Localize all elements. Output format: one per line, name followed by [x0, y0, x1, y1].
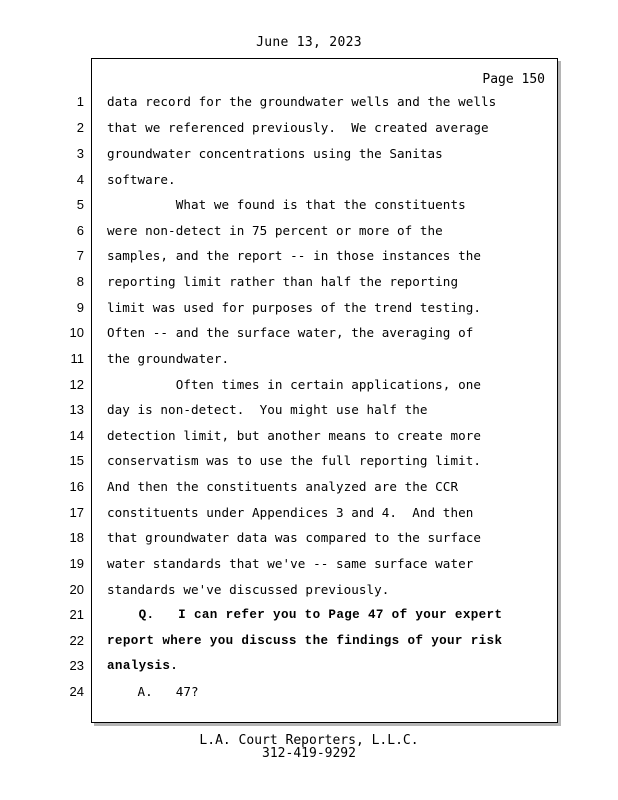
line-number: 2 — [76, 120, 84, 135]
transcript-line-question — [0, 631, 618, 651]
line-number: 14 — [69, 428, 84, 443]
line-text: the groundwater. — [107, 351, 230, 366]
header-date: June 13, 2023 — [256, 35, 362, 50]
line-number: 1 — [76, 94, 84, 109]
line-text: Often -- and the surface water, the averaging of — [107, 325, 474, 340]
transcript-line — [0, 170, 618, 190]
footer-company: L.A. Court Reporters, L.L.C. — [199, 733, 419, 748]
line-number: 5 — [76, 197, 84, 212]
transcript-line — [0, 375, 618, 395]
transcript-line — [0, 451, 618, 471]
line-text: detection limit, but another means to create more — [107, 428, 481, 443]
transcript-line — [0, 528, 618, 548]
line-number: 6 — [76, 223, 84, 238]
line-text: What we found is that the constituents — [107, 197, 466, 212]
line-text: Q. I can refer you to Page 47 of your expert — [107, 608, 503, 622]
transcript-line — [0, 118, 618, 138]
line-text: samples, and the report -- in those instances the — [107, 248, 481, 263]
line-number: 10 — [69, 325, 84, 340]
line-text: standards we've discussed previously. — [107, 582, 390, 597]
transcript-line — [0, 426, 618, 446]
line-text: report where you discuss the findings of your risk — [107, 634, 503, 648]
line-text: water standards that we've -- same surface water — [107, 556, 474, 571]
line-number: 12 — [69, 377, 84, 392]
line-text: analysis. — [107, 659, 179, 673]
line-number: 23 — [69, 658, 84, 673]
transcript-line — [0, 400, 618, 420]
line-number: 19 — [69, 556, 84, 571]
transcript-line — [0, 144, 618, 164]
line-number: 20 — [69, 582, 84, 597]
line-number: 4 — [76, 172, 84, 187]
transcript-line — [0, 503, 618, 523]
line-number: 7 — [76, 248, 84, 263]
transcript-line — [0, 323, 618, 343]
transcript-line-answer — [0, 682, 618, 702]
transcript-line — [0, 298, 618, 318]
page-number: Page 150 — [482, 72, 545, 87]
line-text: Often times in certain applications, one — [107, 377, 481, 392]
line-text: day is non-detect. You might use half the — [107, 402, 428, 417]
line-number: 13 — [69, 402, 84, 417]
transcript-line — [0, 272, 618, 292]
line-text: groundwater concentrations using the Sanitas — [107, 146, 443, 161]
line-text: limit was used for purposes of the trend testing. — [107, 300, 481, 315]
line-text: constituents under Appendices 3 and 4. And then — [107, 505, 474, 520]
line-number: 24 — [69, 684, 84, 699]
line-text: data record for the groundwater wells and the wells — [107, 94, 497, 109]
line-number: 8 — [76, 274, 84, 289]
transcript-line — [0, 195, 618, 215]
line-number: 16 — [69, 479, 84, 494]
transcript-line — [0, 221, 618, 241]
transcript-line — [0, 580, 618, 600]
transcript-line — [0, 246, 618, 266]
line-text: software. — [107, 172, 176, 187]
transcript-line — [0, 349, 618, 369]
transcript-line — [0, 554, 618, 574]
line-number: 3 — [76, 146, 84, 161]
line-number: 11 — [70, 351, 84, 366]
transcript-line — [0, 92, 618, 112]
line-number: 21 — [69, 607, 84, 622]
line-number: 15 — [69, 453, 84, 468]
transcript-line-question — [0, 605, 618, 625]
line-text: that groundwater data was compared to the surface — [107, 530, 481, 545]
transcript-line — [0, 477, 618, 497]
line-text: A. 47? — [107, 684, 199, 699]
line-text: that we referenced previously. We created average — [107, 120, 489, 135]
line-number: 9 — [76, 300, 84, 315]
line-text: conservatism was to use the full reporting limit. — [107, 453, 481, 468]
line-text: were non-detect in 75 percent or more of the — [107, 223, 443, 238]
transcript-line-question — [0, 656, 618, 676]
line-number: 17 — [69, 505, 84, 520]
line-text: reporting limit rather than half the reporting — [107, 274, 459, 289]
line-text: And then the constituents analyzed are the CCR — [107, 479, 459, 494]
footer-phone: 312-419-9292 — [262, 746, 356, 761]
line-number: 18 — [69, 530, 84, 545]
line-number: 22 — [69, 633, 84, 648]
